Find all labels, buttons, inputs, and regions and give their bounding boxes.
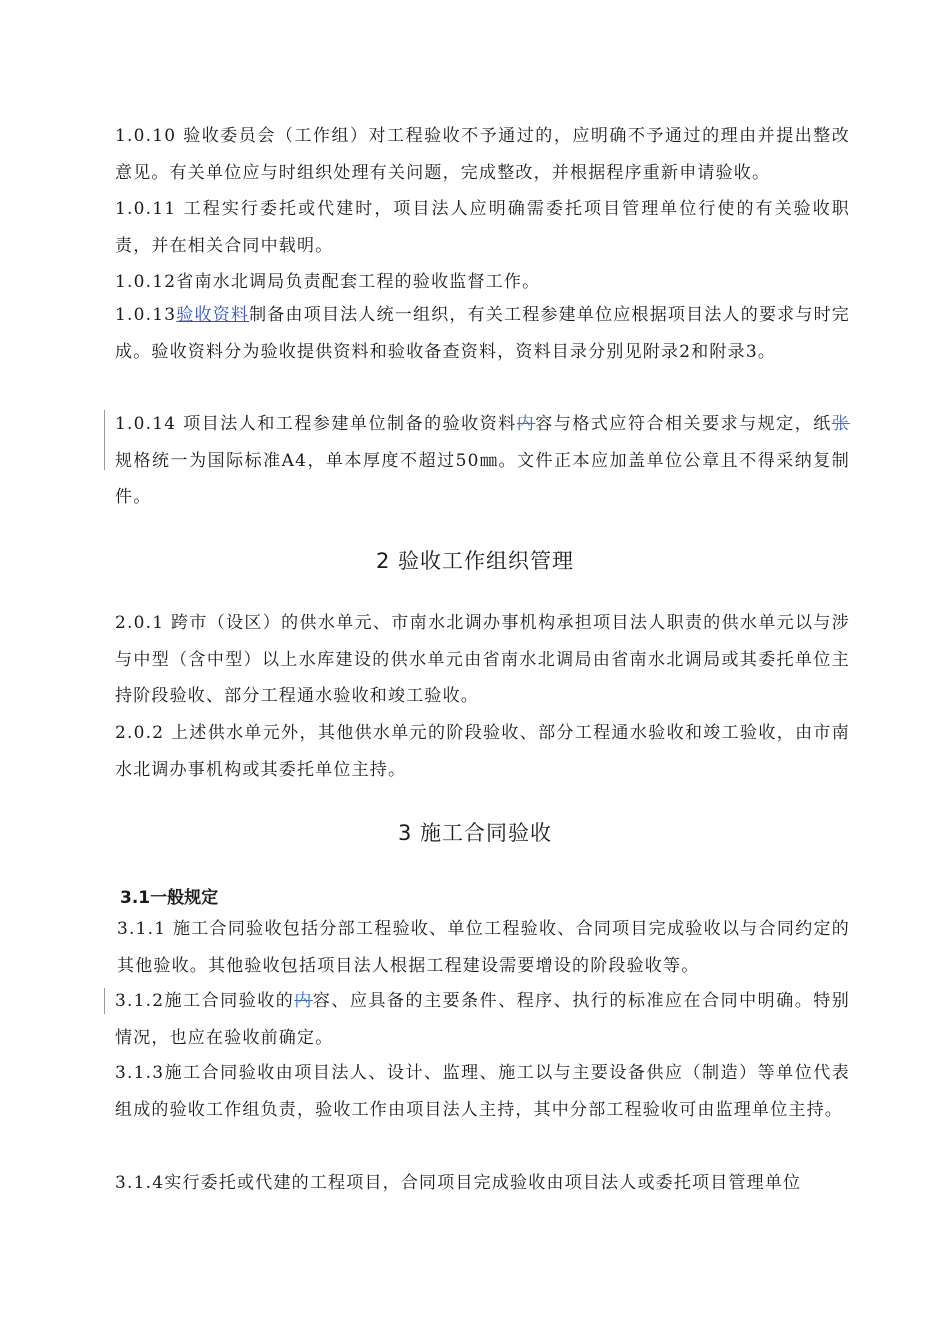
revision-change-bar — [104, 988, 105, 1014]
clause-3-1-1: 3.1.1 施工合同验收包括分部工程验收、单位工程验收、合同项目完成验收以与合同约定的其他验收。其他验收包括项目法人根据工程建设需要增设的阶段验收等。 — [117, 919, 850, 976]
clause-1-0-14 — [115, 406, 850, 516]
clause-1-0-10: 1.0.10 验收委员会（工作组）对工程验收不予通过的，应明确不予通过的理由并提出整改意见。有关单位应与时组织处理有关问题，完成整改，并根据程序重新申请验收。 — [115, 126, 850, 183]
subsection-3-1-heading: 3.1一般规定 — [120, 888, 219, 908]
clause-1-0-13 — [115, 297, 850, 370]
section-3-heading: 3 施工合同验收 — [397, 821, 553, 845]
clause-number: 1.0.13 — [115, 305, 177, 325]
clause-3-1-3: 3.1.3施工合同验收由项目法人、设计、监理、施工以与主要设备供应（制造）等单位代表组成的验收工作组负责，验收工作由项目法人主持，其中分部工程验收可由监理单位主持。 — [115, 1063, 850, 1120]
clause-3-1-4: 3.1.4实行委托或代建的工程项目，合同项目完成验收由项目法人或委托项目管理单位 — [115, 1173, 802, 1193]
revision-change-bar — [104, 410, 105, 470]
clause-text: 容、应具备的主要条件、程序、执行的标准应在合同中明确。特别情况，也应在验收前确定。 — [115, 991, 851, 1048]
section-2-heading: 2 验收工作组织管理 — [375, 549, 575, 573]
clause-3-1-2 — [115, 983, 850, 1056]
clause-text: 3.1.2施工合同验收的 — [115, 991, 295, 1011]
clause-1-0-11: 1.0.11 工程实行委托或代建时，项目法人应明确需委托项目管理单位行使的有关验收职责，并在相关合同中载明。 — [115, 199, 850, 256]
deleted-text: 内 — [294, 991, 313, 1011]
acceptance-materials-link[interactable]: 验收资料 — [176, 305, 250, 325]
clause-2-0-2: 2.0.2 上述供水单元外，其他供水单元的阶段验收、部分工程通水验收和竣工验收，由市南水北调办事机构或其委托单位主持。 — [115, 723, 850, 780]
clause-text: 容与格式应符合相关要求与规定，纸 — [535, 414, 832, 434]
clause-text: 1.0.14 项目法人和工程参建单位制备的验收资料 — [115, 414, 517, 434]
clause-2-0-1: 2.0.1 跨市（设区）的供水单元、市南水北调办事机构承担项目法人职责的供水单元以与涉与中型（含中型）以上水库建设的供水单元由省南水北调局由省南水北调局或其委托单位主持阶段验收、部分工程通水验收和竣工验收。 — [115, 613, 850, 706]
clause-text: 制备由项目法人统一组织，有关工程参建单位应根据项目法人的要求与时完成。验收资料分为验收提供资料和验收备查资料，资料目录分别见附录2和附录3。 — [115, 305, 850, 362]
clause-text: 规格统一为国际标准A4，单本厚度不超过50㎜。文件正本应加盖单位公章且不得采纳复制件。 — [115, 450, 850, 507]
deleted-text: 内 — [516, 414, 536, 434]
deleted-text: 张 — [831, 414, 850, 434]
clause-1-0-12: 1.0.12省南水北调局负责配套工程的验收监督工作。 — [115, 272, 541, 292]
